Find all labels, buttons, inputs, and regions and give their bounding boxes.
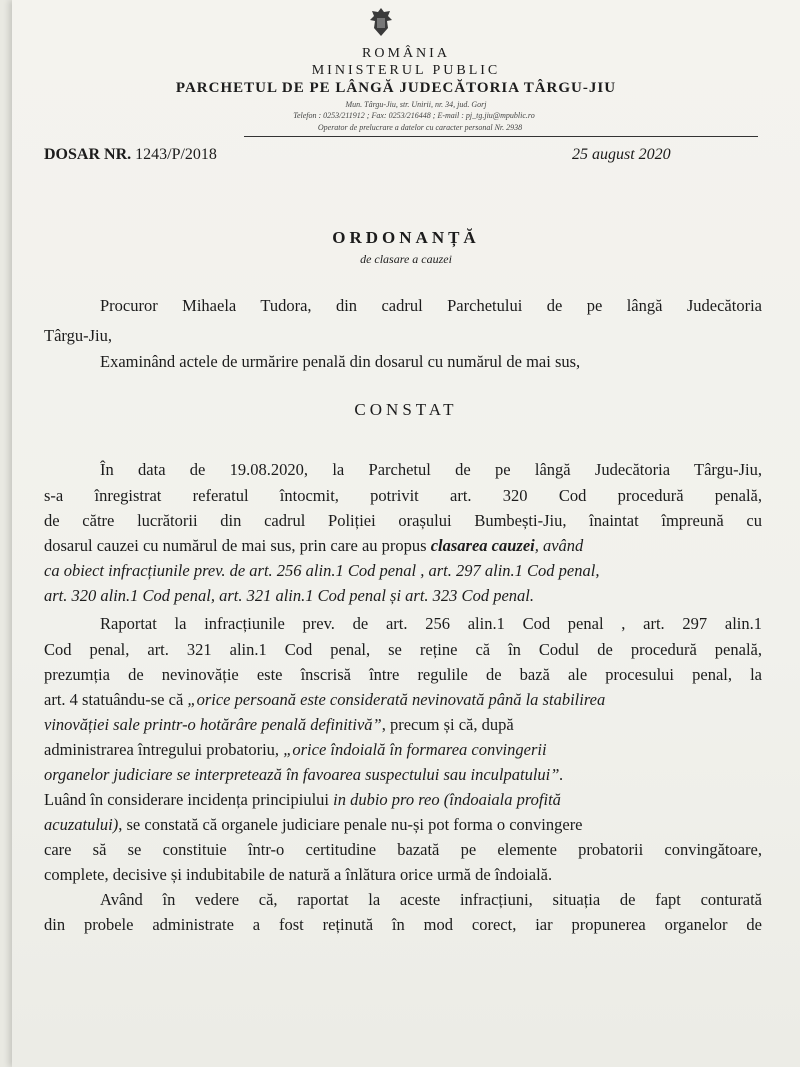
paragraph-line: ca obiect infracțiunile prev. de art. 256 alin.1 Cod penal , art. 297 alin.1 Cod penal,: [44, 561, 600, 580]
paragraph-line: În data de 19.08.2020, la Parchetul de pe lângă Judecătoria Târgu-Jiu,: [100, 460, 762, 479]
paragraph-line: prezumția de nevinovăție este înscrisă între regulile de bază ale procesului penal, la: [44, 665, 762, 684]
text-segment: administrarea întregului probatoriu,: [44, 740, 284, 759]
paragraph-line: s-a înregistrat referatul întocmit, potrivit art. 320 Cod procedură penală,: [44, 486, 762, 505]
paragraph-line: Având în vedere că, raportat la aceste infracțiuni, situația de fapt conturată: [100, 890, 762, 909]
paragraph-line: [44, 740, 547, 760]
paragraph-line: de către lucrătorii din cadrul Poliției orașului Bumbești-Jiu, înaintat împreună cu: [44, 511, 762, 530]
document-page: [12, 0, 800, 1067]
paragraph-line: Raportat la infracțiunile prev. de art. 256 alin.1 Cod penal , art. 297 alin.1: [100, 614, 762, 633]
paragraph-line: organelor judiciare se interpretează în favoarea suspectului sau inculpatului”.: [44, 765, 564, 784]
document-date: 25 august 2020: [572, 146, 671, 163]
paragraph-line: care să se constituie într-o certitudine bazată pe elemente probatorii convingătoare,: [44, 840, 762, 859]
header-divider: [244, 136, 758, 137]
emphasis-text: clasarea cauzei: [430, 536, 535, 555]
paragraph-line: [44, 815, 583, 835]
paragraph-line: Cod penal, art. 321 alin.1 Cod penal, se reține că în Codul de procedură penală,: [44, 640, 762, 659]
intro-line: Târgu-Jiu,: [44, 326, 112, 345]
latin-phrase: acuzatului): [44, 815, 119, 834]
case-number-value: 1243/P/2018: [135, 146, 217, 163]
quote-text: „orice persoană este considerată nevinovată până la stabilirea: [187, 690, 606, 709]
header-operator: Operator de prelucrare a datelor cu caracter personal Nr. 2938: [317, 123, 523, 132]
paragraph-line: [44, 690, 605, 710]
intro-line: Examinând actele de urmărire penală din dosarul cu numărul de mai sus,: [100, 352, 581, 371]
case-number: [44, 146, 217, 164]
paragraph-line: [44, 715, 514, 735]
text-segment: , se constată că organele judiciare penale nu-și pot forma o convingere: [118, 815, 583, 834]
header-ministry: MINISTERUL PUBLIC: [311, 63, 501, 78]
text-segment: , având: [534, 536, 584, 555]
paragraph-line: [44, 790, 561, 810]
text-segment: Luând în considerare incidența principiului: [44, 790, 334, 809]
header-address: Mun. Târgu-Jiu, str. Unirii, nr. 34, jud. Gorj: [345, 100, 487, 109]
intro-line: Procuror Mihaela Tudora, din cadrul Parchetului de pe lângă Judecătoria: [100, 296, 762, 315]
text-segment: , precum și că, după: [381, 715, 514, 734]
quote-text: vinovăției sale printr-o hotărâre penală definitivă”: [44, 715, 382, 734]
section-heading-constat: CONSTAT: [354, 400, 458, 419]
text-segment: art. 4 statuându-se că: [44, 690, 188, 709]
header-country: ROMÂNIA: [362, 46, 450, 61]
text-segment: dosarul cauzei cu numărul de mai sus, prin care au propus: [44, 536, 431, 555]
quote-text: „orice îndoială în formarea convingerii: [283, 740, 547, 759]
paragraph-line: complete, decisive și indubitabile de natură a înlătura orice urmă de îndoială.: [44, 865, 553, 884]
document-title: ORDONANȚĂ: [332, 228, 480, 247]
paragraph-line: [44, 536, 583, 556]
header-office: PARCHETUL DE PE LÂNGĂ JUDECĂTORIA TÂRGU-JIU: [175, 80, 617, 96]
coat-of-arms-icon: [368, 6, 394, 40]
case-number-label: DOSAR NR.: [44, 146, 132, 163]
paragraph-line: art. 320 alin.1 Cod penal, art. 321 alin.1 Cod penal și art. 323 Cod penal.: [44, 586, 534, 605]
header-contact: Telefon : 0253/211912 ; Fax: 0253/216448 ; E-mail : pj_tg.jiu@mpublic.ro: [293, 111, 535, 120]
document-subtitle: de clasare a cauzei: [360, 252, 452, 266]
paragraph-line: din probele administrate a fost reținută în mod corect, iar propunerea organelor de: [44, 915, 762, 934]
latin-phrase: in dubio pro reo (îndoaiala profită: [333, 790, 561, 809]
